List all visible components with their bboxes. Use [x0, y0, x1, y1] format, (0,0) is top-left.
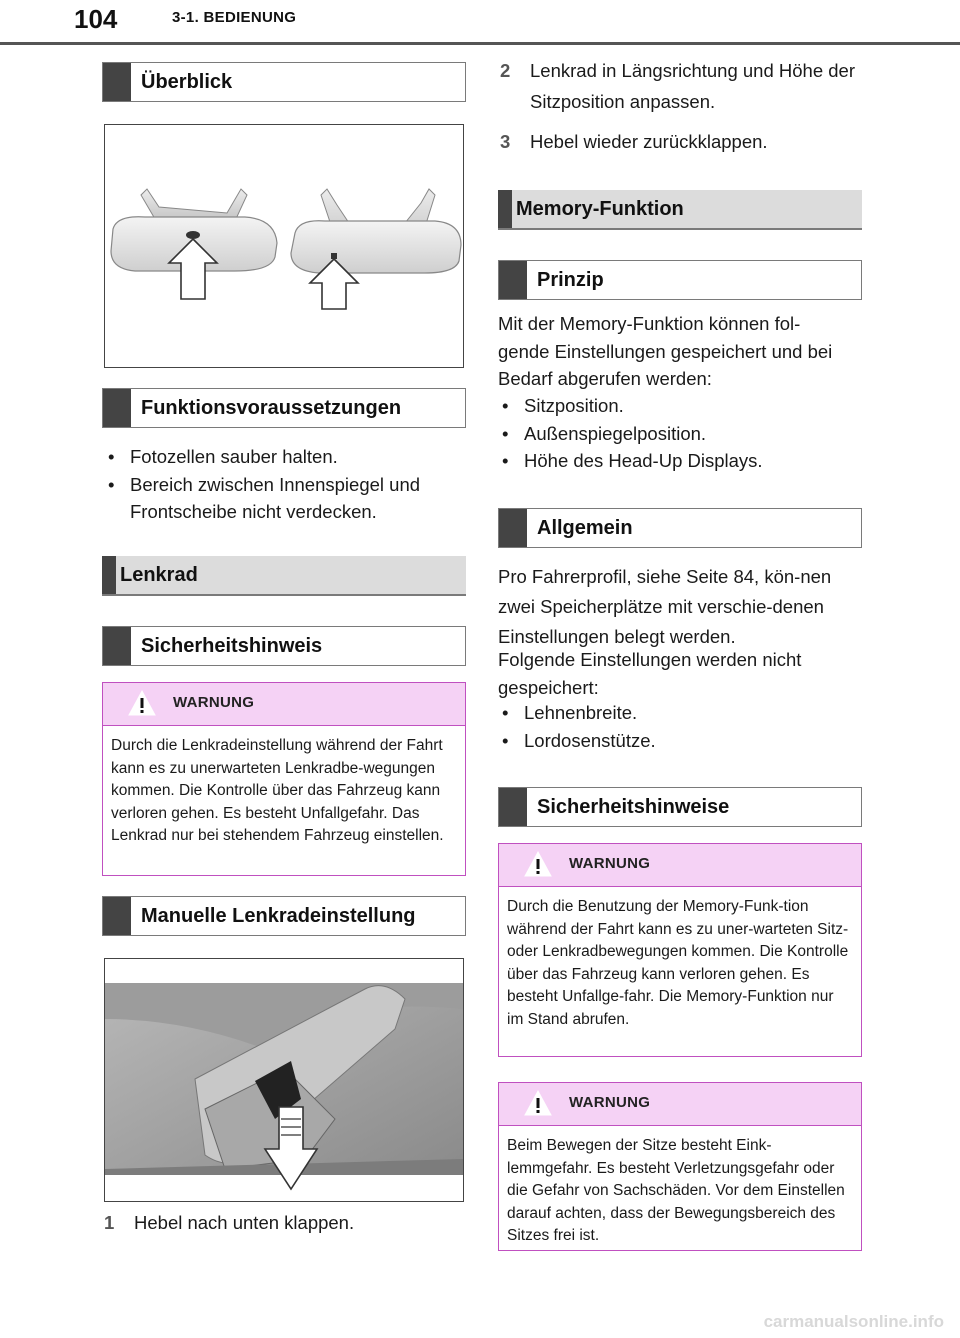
section-title: Memory-Funktion [516, 197, 684, 220]
prinzip-list [498, 392, 862, 475]
lever-illustration [105, 959, 463, 1201]
warning-box-3 [498, 1082, 862, 1251]
page-header [0, 0, 960, 46]
step-number: 1 [104, 1212, 115, 1233]
step-text: Hebel wieder zurückklappen. [530, 131, 768, 152]
mirror-illustration [105, 125, 463, 367]
list-item: • Lordosenstütze. [498, 727, 862, 755]
page-number: 104 [74, 4, 118, 34]
warning-icon [523, 1089, 553, 1117]
section-allgemein [498, 508, 862, 548]
section-memory-funktion [498, 190, 862, 230]
list-item: • Fotozellen sauber halten. [104, 443, 466, 471]
step-number: 3 [500, 131, 511, 152]
section-title: Allgemein [537, 516, 633, 539]
watermark: carmanualsonline.info [763, 1312, 944, 1331]
section-title: Überblick [141, 70, 233, 93]
section-title: Funktionsvoraussetzungen [141, 396, 402, 419]
warning-box-2 [498, 843, 862, 1057]
section-title: Prinzip [537, 268, 604, 291]
list-item: • Bereich zwischen Innenspiegel und Frontscheibe nicht verdecken. [104, 471, 466, 526]
step-text: Lenkrad in Längsrichtung und Höhe der Sitzposition anpassen. [530, 60, 856, 112]
allgemein-paragraph-1: Pro Fahrerprofil, siehe Seite 84, kön-nen zwei Speicherplätze mit verschie-denen Einstellungen belegt werden. [498, 566, 832, 647]
requirements-list [104, 443, 466, 526]
warning-text: Durch die Benutzung der Memory-Funk-tion während der Fahrt kann es zu uner-warteten Sitz- oder Lenkradbewegungen kommen. Die Kontrolle über das Fahrzeug kann verloren gehen. Es besteht Unfallge-fahr. Die Memory-Funktion nur im Stand abrufen. [507, 898, 849, 1028]
section-title: Sicherheitshinweis [141, 634, 323, 657]
prinzip-paragraph: Mit der Memory-Funktion können fol-gende Einstellungen gespeichert und bei Bedarf abgerufen werden: [498, 313, 833, 389]
section-manuelle-lenkradeinstellung [102, 896, 466, 936]
allgemein-list [498, 699, 862, 754]
list-item: • Lehnenbreite. [498, 699, 862, 727]
warning-icon [127, 689, 157, 717]
section-title: Lenkrad [120, 563, 198, 586]
step-2 [500, 55, 862, 117]
list-item: • Außenspiegelposition. [498, 420, 862, 448]
section-title: Manuelle Lenkradeinstellung [141, 904, 416, 927]
section-funktionsvoraussetzungen [102, 388, 466, 428]
section-title: Sicherheitshinweise [537, 795, 730, 818]
step-number: 2 [500, 60, 511, 81]
figure-mirror [104, 124, 464, 368]
section-ueberblick [102, 62, 466, 102]
warning-title: WARNUNG [569, 1094, 651, 1111]
step-3 [500, 126, 862, 157]
figure-steering-lever [104, 958, 464, 1202]
header-rule [0, 42, 960, 45]
warning-box-1 [102, 682, 466, 876]
warning-title: WARNUNG [569, 855, 651, 872]
warning-text: Beim Bewegen der Sitze besteht Eink-lemmgefahr. Es besteht Verletzungsgefahr oder die Gefahr von Sachschäden. Vor dem Einstellen darauf achten, dass der Bewegungsbereich des Sitzes frei ist. [507, 1137, 845, 1244]
list-item: • Höhe des Head-Up Displays. [498, 447, 862, 475]
section-prinzip [498, 260, 862, 300]
warning-title: WARNUNG [173, 694, 255, 711]
list-item: • Sitzposition. [498, 392, 862, 420]
section-lenkrad [102, 556, 466, 596]
section-sicherheitshinweis [102, 626, 466, 666]
allgemein-paragraph-2: Folgende Einstellungen werden nicht gespeichert: [498, 649, 802, 698]
chapter-title: 3-1. BEDIENUNG [172, 9, 297, 26]
step-1 [104, 1207, 466, 1238]
warning-text: Durch die Lenkradeinstellung während der Fahrt kann es zu unerwarteten Lenkradbe-wegungen kommen. Die Kontrolle über das Fahrzeug kann verloren gehen. Es besteht Unfallgefahr. Das Lenkrad nur bei stehendem Fahrzeug einstellen. [111, 737, 444, 844]
step-text: Hebel nach unten klappen. [134, 1212, 355, 1233]
warning-icon [523, 850, 553, 878]
section-sicherheitshinweise [498, 787, 862, 827]
